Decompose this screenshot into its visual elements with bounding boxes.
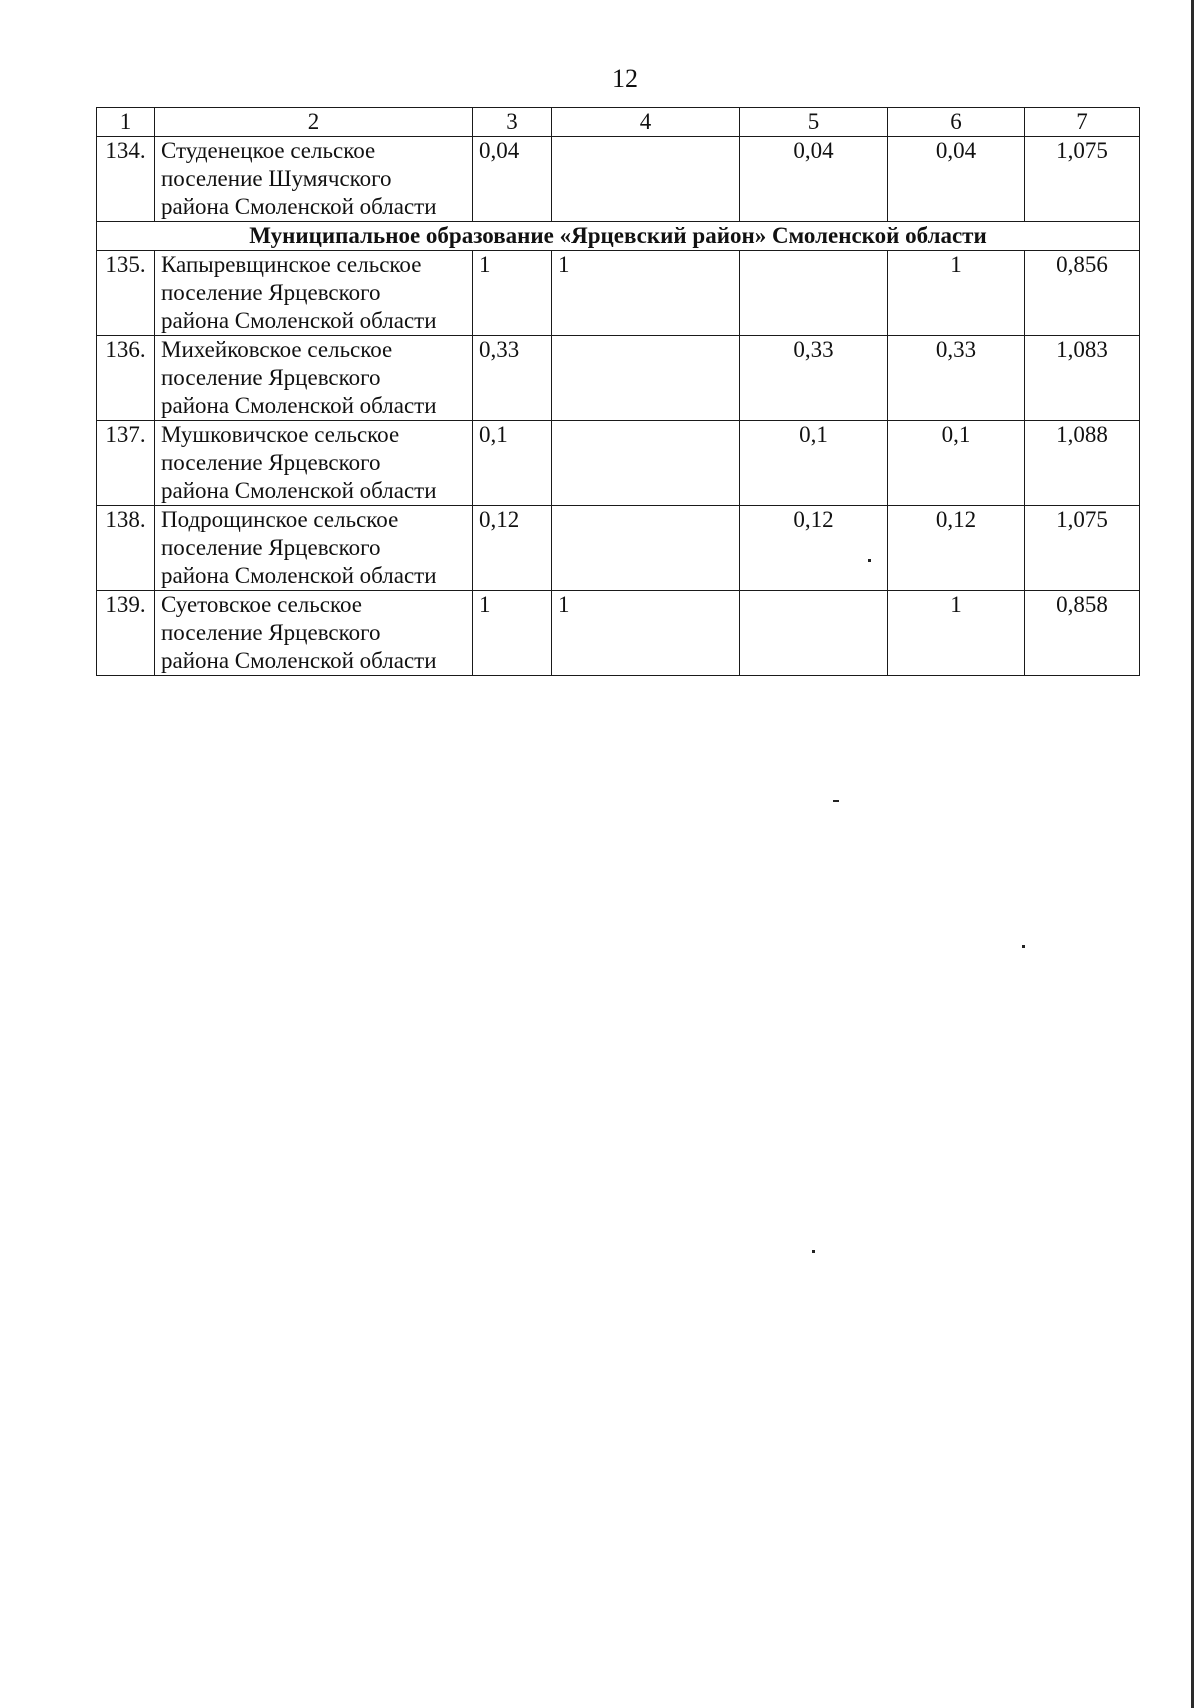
table-row (97, 506, 1140, 591)
value-col-4: 1 (552, 591, 740, 676)
value-col-7: 1,075 (1025, 137, 1140, 222)
value-col-5: 0,04 (740, 137, 888, 222)
settlement-name-line: поселение Шумячского (161, 166, 392, 191)
value-col-6: 1 (888, 591, 1025, 676)
settlement-name (155, 336, 473, 421)
settlement-name (155, 251, 473, 336)
settlement-name-line: поселение Ярцевского (161, 450, 381, 475)
value-col-4 (552, 506, 740, 591)
scan-speck (812, 1250, 815, 1253)
value-col-6: 0,1 (888, 421, 1025, 506)
allocation-table (96, 107, 1140, 676)
settlement-name-line: района Смоленской области (161, 648, 437, 673)
row-number: 134. (97, 137, 155, 222)
value-col-5 (740, 251, 888, 336)
column-header: 7 (1025, 108, 1140, 137)
column-header: 1 (97, 108, 155, 137)
settlement-name (155, 137, 473, 222)
value-col-7: 1,088 (1025, 421, 1140, 506)
settlement-name-line: района Смоленской области (161, 194, 437, 219)
value-col-4 (552, 137, 740, 222)
settlement-name-line: района Смоленской области (161, 563, 437, 588)
scan-speck (833, 800, 839, 802)
table-row (97, 336, 1140, 421)
value-col-3: 0,1 (473, 421, 552, 506)
settlement-name (155, 506, 473, 591)
value-col-6: 1 (888, 251, 1025, 336)
table-row (97, 421, 1140, 506)
value-col-3: 0,33 (473, 336, 552, 421)
value-col-6: 0,04 (888, 137, 1025, 222)
column-number-row (97, 108, 1140, 137)
value-col-3: 1 (473, 251, 552, 336)
row-number: 137. (97, 421, 155, 506)
column-header: 2 (155, 108, 473, 137)
value-col-3: 1 (473, 591, 552, 676)
settlement-name-line: поселение Ярцевского (161, 535, 381, 560)
table-row (97, 591, 1140, 676)
table-row (97, 137, 1140, 222)
settlement-name-line: поселение Ярцевского (161, 280, 381, 305)
value-col-5 (740, 591, 888, 676)
table-body (97, 108, 1140, 676)
value-col-5: 0,1 (740, 421, 888, 506)
value-col-3: 0,12 (473, 506, 552, 591)
settlement-name-line: Михейковское сельское (161, 337, 393, 362)
settlement-name-line: поселение Ярцевского (161, 620, 381, 645)
value-col-3: 0,04 (473, 137, 552, 222)
value-col-5: 0,12 (740, 506, 888, 591)
value-col-7: 0,858 (1025, 591, 1140, 676)
value-col-7: 1,083 (1025, 336, 1140, 421)
settlement-name-line: района Смоленской области (161, 308, 437, 333)
value-col-7: 0,856 (1025, 251, 1140, 336)
value-col-4 (552, 336, 740, 421)
scan-speck (868, 559, 871, 562)
scan-edge-line (1191, 0, 1194, 1708)
section-header-row (97, 222, 1140, 251)
value-col-5: 0,33 (740, 336, 888, 421)
row-number: 136. (97, 336, 155, 421)
table-row (97, 251, 1140, 336)
row-number: 138. (97, 506, 155, 591)
settlement-name-line: Капыревщинское сельское (161, 252, 422, 277)
column-header: 5 (740, 108, 888, 137)
settlement-name-line: Подрощинское сельское (161, 507, 399, 532)
value-col-7: 1,075 (1025, 506, 1140, 591)
settlement-name-line: района Смоленской области (161, 393, 437, 418)
row-number: 135. (97, 251, 155, 336)
settlement-name-line: поселение Ярцевского (161, 365, 381, 390)
settlement-name-line: района Смоленской области (161, 478, 437, 503)
section-title: Муниципальное образование «Ярцевский район» Смоленской области (97, 222, 1140, 251)
settlement-name (155, 421, 473, 506)
column-header: 3 (473, 108, 552, 137)
settlement-name-line: Студенецкое сельское (161, 138, 376, 163)
value-col-4 (552, 421, 740, 506)
row-number: 139. (97, 591, 155, 676)
value-col-6: 0,33 (888, 336, 1025, 421)
value-col-4: 1 (552, 251, 740, 336)
page-number: 12 (612, 64, 638, 93)
settlement-name (155, 591, 473, 676)
column-header: 4 (552, 108, 740, 137)
value-col-6: 0,12 (888, 506, 1025, 591)
settlement-name-line: Суетовское сельское (161, 592, 362, 617)
scan-speck (1022, 945, 1025, 948)
column-header: 6 (888, 108, 1025, 137)
settlement-name-line: Мушковичское сельское (161, 422, 400, 447)
